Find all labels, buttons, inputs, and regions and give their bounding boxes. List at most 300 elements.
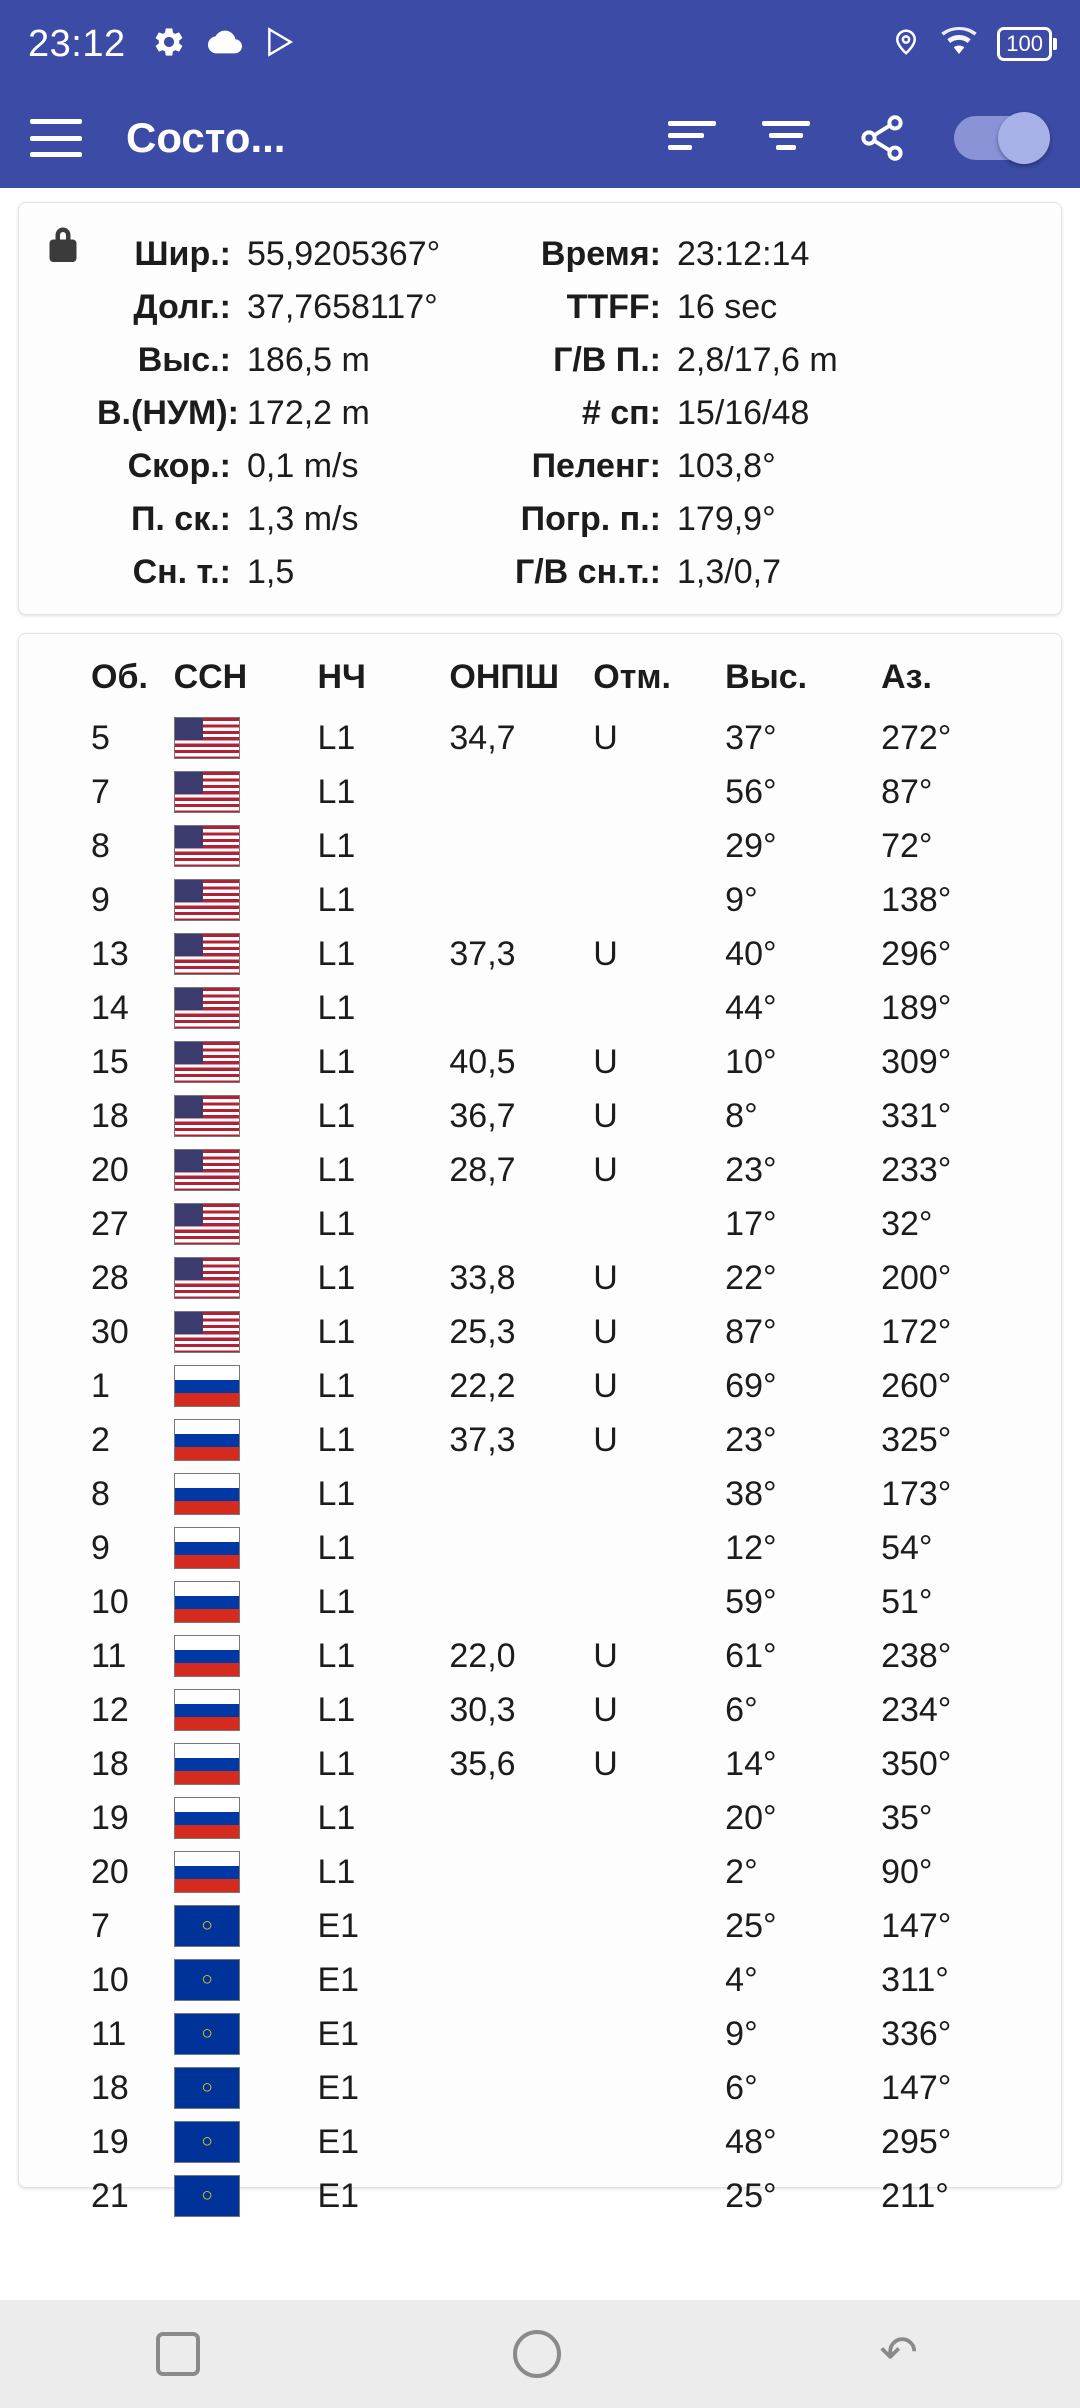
flag-ru-icon [174, 1689, 240, 1731]
label-alt-msl: В.(НУМ): [97, 394, 239, 432]
cell-elevation: 44° [725, 988, 777, 1027]
cell-ob: 19 [91, 2122, 129, 2161]
table-row[interactable] [19, 1521, 1061, 1575]
status-bar [0, 0, 1080, 88]
cell-elevation: 56° [725, 772, 777, 811]
cell-constellation [174, 1251, 318, 1305]
value-speed-acc: 1,3 m/s [247, 500, 359, 538]
main-content [0, 188, 1080, 2215]
value-hv-dop: 1,3/0,7 [677, 553, 781, 591]
flag-eu-icon: ○ [174, 2121, 240, 2163]
cell-snr: 34,7 [449, 718, 516, 757]
cell-azimuth: 325° [881, 1420, 952, 1459]
label-speed: Скор.: [127, 447, 231, 485]
cell-constellation [174, 1629, 318, 1683]
cell-otm [593, 1575, 725, 1629]
cell-ob: 8 [91, 1474, 110, 1513]
cell-constellation [174, 711, 318, 765]
cell-constellation [174, 819, 318, 873]
cell-snr: 25,3 [449, 1312, 516, 1351]
flag-eu-icon: ○ [174, 2013, 240, 2055]
cell-nch: E1 [317, 2122, 360, 2161]
cell-nch: L1 [317, 988, 356, 1027]
cell-ob: 18 [91, 1744, 129, 1783]
satellite-table [19, 650, 1061, 2223]
cell-ob: 21 [91, 2176, 129, 2215]
cell-nch: L1 [317, 1042, 356, 1081]
table-row[interactable] [19, 927, 1061, 981]
cell-azimuth: 296° [881, 934, 952, 973]
location-icon [891, 25, 921, 64]
table-row[interactable] [19, 1305, 1061, 1359]
cell-nch: L1 [317, 1582, 356, 1621]
flag-ru-icon [174, 1419, 240, 1461]
cell-snr [449, 2061, 593, 2115]
cell-constellation [174, 927, 318, 981]
label-speed-acc: П. ск.: [130, 500, 231, 538]
cell-snr [449, 1899, 593, 1953]
cell-ob: 9 [91, 880, 110, 919]
cell-elevation: 23° [725, 1150, 777, 1189]
cell-constellation [174, 1575, 318, 1629]
wifi-icon [941, 27, 977, 62]
cell-nch: L1 [317, 1744, 356, 1783]
label-alt: Выс.: [137, 341, 231, 379]
table-row[interactable] [19, 1791, 1061, 1845]
cell-constellation [174, 1035, 318, 1089]
cell-ob: 10 [91, 1582, 129, 1621]
flag-us-icon [174, 933, 240, 975]
cell-constellation [174, 1089, 318, 1143]
cell-constellation [174, 1791, 318, 1845]
system-nav-bar [0, 2300, 1080, 2408]
cell-otm: U [593, 1042, 618, 1081]
label-ttff: TTFF: [566, 288, 661, 326]
cell-snr: 33,8 [449, 1258, 516, 1297]
cell-azimuth: 238° [881, 1636, 952, 1675]
cell-constellation [174, 1845, 318, 1899]
cell-nch: L1 [317, 934, 356, 973]
label-bearing-acc: Погр. п.: [520, 500, 661, 538]
cell-ob: 28 [91, 1258, 129, 1297]
cell-otm [593, 1899, 725, 1953]
cell-constellation [174, 1899, 318, 1953]
flag-us-icon [174, 717, 240, 759]
label-time: Время: [540, 235, 661, 273]
cell-snr: 40,5 [449, 1042, 516, 1081]
battery-icon: 100 [997, 27, 1052, 61]
table-row[interactable] [19, 1143, 1061, 1197]
cell-ob: 7 [91, 772, 110, 811]
flag-us-icon [174, 1257, 240, 1299]
cell-nch: L1 [317, 1852, 356, 1891]
cell-ob: 20 [91, 1852, 129, 1891]
table-row[interactable] [19, 873, 1061, 927]
cell-otm: U [593, 1258, 618, 1297]
cell-elevation: 10° [725, 1042, 777, 1081]
flag-us-icon [174, 1149, 240, 1191]
cell-elevation: 59° [725, 1582, 777, 1621]
table-row[interactable] [19, 819, 1061, 873]
flag-eu-icon: ○ [174, 1959, 240, 2001]
cell-snr [449, 1197, 593, 1251]
flag-ru-icon [174, 1581, 240, 1623]
cell-otm [593, 1521, 725, 1575]
cell-ob: 1 [91, 1366, 110, 1405]
cell-elevation: 9° [725, 880, 758, 919]
cell-elevation: 38° [725, 1474, 777, 1513]
flag-us-icon [174, 1095, 240, 1137]
header-otm: Отм. [593, 658, 671, 696]
cell-elevation: 29° [725, 826, 777, 865]
cell-azimuth: 331° [881, 1096, 952, 1135]
cell-snr: 37,3 [449, 1420, 516, 1459]
cell-elevation: 4° [725, 1960, 758, 1999]
cell-snr [449, 1953, 593, 2007]
table-row[interactable] [19, 1737, 1061, 1791]
cell-otm [593, 873, 725, 927]
cell-elevation: 17° [725, 1204, 777, 1243]
flag-us-icon [174, 825, 240, 867]
cell-azimuth: 172° [881, 1312, 952, 1351]
cell-otm: U [593, 1636, 618, 1675]
cell-azimuth: 51° [881, 1582, 933, 1621]
label-bearing: Пеленг: [531, 447, 661, 485]
flag-ru-icon [174, 1797, 240, 1839]
cell-azimuth: 147° [881, 2068, 952, 2107]
cell-azimuth: 260° [881, 1366, 952, 1405]
cell-azimuth: 90° [881, 1852, 933, 1891]
cell-snr [449, 1791, 593, 1845]
cell-nch: L1 [317, 772, 356, 811]
cell-otm [593, 2007, 725, 2061]
label-hv-acc: Г/В П.: [553, 341, 661, 379]
header-elevation: Выс. [725, 658, 808, 696]
cell-ob: 27 [91, 1204, 129, 1243]
cell-nch: L1 [317, 1366, 356, 1405]
value-lon: 37,7658117° [247, 288, 438, 326]
table-row[interactable] [19, 2007, 1061, 2061]
cell-constellation [174, 2061, 318, 2115]
cell-constellation [174, 1413, 318, 1467]
label-pdop: Сн. т.: [132, 553, 231, 591]
table-row[interactable] [19, 2061, 1061, 2115]
gps-info-card [18, 202, 1062, 615]
value-alt: 186,5 m [247, 341, 370, 379]
value-hv-acc: 2,8/17,6 m [677, 341, 838, 379]
gps-info-grid [45, 223, 1035, 592]
cell-elevation: 20° [725, 1798, 777, 1837]
play-store-icon [264, 25, 296, 64]
cell-nch: E1 [317, 1906, 360, 1945]
cell-nch: L1 [317, 1096, 356, 1135]
table-row[interactable] [19, 981, 1061, 1035]
cell-elevation: 61° [725, 1636, 777, 1675]
back-arrow-icon[interactable]: ↶ [879, 2326, 918, 2378]
cell-ob: 2 [91, 1420, 110, 1459]
table-row[interactable] [19, 1251, 1061, 1305]
cell-elevation: 23° [725, 1420, 777, 1459]
cell-ob: 11 [91, 1636, 127, 1675]
cell-azimuth: 189° [881, 988, 952, 1027]
table-row[interactable] [19, 2115, 1061, 2169]
cell-otm [593, 981, 725, 1035]
value-lat: 55,9205367° [247, 235, 441, 273]
flag-eu-icon: ○ [174, 2175, 240, 2217]
table-row[interactable] [19, 1575, 1061, 1629]
cell-elevation: 6° [725, 1690, 758, 1729]
cell-snr [449, 819, 593, 873]
cell-snr [449, 2169, 593, 2223]
sort-icon[interactable] [668, 121, 716, 155]
cell-otm [593, 819, 725, 873]
cell-constellation [174, 2007, 318, 2061]
cell-azimuth: 173° [881, 1474, 952, 1513]
flag-us-icon [174, 771, 240, 813]
cell-azimuth: 54° [881, 1528, 933, 1567]
table-header-row [19, 650, 1061, 711]
cell-ob: 8 [91, 826, 110, 865]
cell-nch: L1 [317, 1798, 356, 1837]
cell-constellation [174, 1683, 318, 1737]
cell-snr: 22,0 [449, 1636, 516, 1675]
value-ttff: 16 sec [677, 288, 778, 326]
cell-otm: U [593, 718, 618, 757]
cell-constellation [174, 1467, 318, 1521]
cell-nch: L1 [317, 1312, 356, 1351]
square-icon[interactable] [156, 2332, 200, 2376]
table-row[interactable] [19, 1953, 1061, 2007]
cell-otm [593, 1467, 725, 1521]
label-lat: Шир.: [134, 235, 231, 273]
cell-nch: L1 [317, 1150, 356, 1189]
cell-azimuth: 35° [881, 1798, 933, 1837]
cell-nch: L1 [317, 880, 356, 919]
cell-constellation [174, 765, 318, 819]
cell-nch: E1 [317, 1960, 360, 1999]
flag-eu-icon: ○ [174, 2067, 240, 2109]
cell-snr: 22,2 [449, 1366, 516, 1405]
table-row[interactable] [19, 1683, 1061, 1737]
table-row[interactable] [19, 765, 1061, 819]
table-row[interactable] [19, 711, 1061, 765]
table-row[interactable] [19, 2169, 1061, 2223]
flag-us-icon [174, 1041, 240, 1083]
cell-elevation: 48° [725, 2122, 777, 2161]
value-bearing: 103,8° [677, 447, 776, 485]
cell-azimuth: 350° [881, 1744, 952, 1783]
cell-snr [449, 2115, 593, 2169]
cell-snr [449, 1845, 593, 1899]
cell-otm [593, 1845, 725, 1899]
cell-ob: 18 [91, 1096, 129, 1135]
cell-ob: 10 [91, 1960, 129, 1999]
share-icon[interactable] [856, 112, 908, 164]
cell-constellation [174, 1359, 318, 1413]
table-row[interactable] [19, 1467, 1061, 1521]
cell-nch: E1 [317, 2014, 360, 2053]
cell-ob: 15 [91, 1042, 129, 1081]
flag-us-icon [174, 1203, 240, 1245]
table-row[interactable] [19, 1197, 1061, 1251]
table-row[interactable] [19, 1899, 1061, 1953]
cell-azimuth: 147° [881, 1906, 952, 1945]
table-row[interactable] [19, 1629, 1061, 1683]
cell-snr [449, 765, 593, 819]
cell-elevation: 25° [725, 1906, 777, 1945]
page-title: Состо... [126, 114, 286, 161]
cell-elevation: 22° [725, 1258, 777, 1297]
cell-constellation [174, 1197, 318, 1251]
cell-otm: U [593, 1150, 618, 1189]
cell-azimuth: 336° [881, 2014, 952, 2053]
cell-azimuth: 138° [881, 880, 952, 919]
flag-us-icon [174, 879, 240, 921]
cell-ob: 5 [91, 718, 110, 757]
value-bearing-acc: 179,9° [677, 500, 776, 538]
cell-azimuth: 211° [881, 2176, 949, 2215]
cell-azimuth: 87° [881, 772, 933, 811]
cell-azimuth: 295° [881, 2122, 952, 2161]
app-bar [0, 88, 1080, 188]
cell-ob: 20 [91, 1150, 129, 1189]
menu-icon[interactable] [30, 119, 82, 157]
cell-nch: L1 [317, 1420, 356, 1459]
cell-ob: 9 [91, 1528, 110, 1567]
tracking-toggle[interactable] [954, 116, 1050, 160]
cell-snr: 30,3 [449, 1690, 516, 1729]
cell-otm: U [593, 934, 618, 973]
cell-elevation: 87° [725, 1312, 777, 1351]
cell-ob: 18 [91, 2068, 129, 2107]
cell-otm [593, 2169, 725, 2223]
gear-icon [152, 25, 186, 64]
table-row[interactable] [19, 1413, 1061, 1467]
cell-otm: U [593, 1744, 618, 1783]
header-nch: НЧ [317, 658, 366, 696]
cell-constellation [174, 873, 318, 927]
cell-nch: L1 [317, 1204, 356, 1243]
filter-icon[interactable] [762, 121, 810, 155]
cell-elevation: 25° [725, 2176, 777, 2215]
cell-otm: U [593, 1690, 618, 1729]
cell-constellation [174, 981, 318, 1035]
value-pdop: 1,5 [247, 553, 295, 591]
cell-ob: 11 [91, 2014, 127, 2053]
cell-ob: 12 [91, 1690, 129, 1729]
cell-otm [593, 1791, 725, 1845]
cell-snr [449, 2007, 593, 2061]
flag-ru-icon [174, 1743, 240, 1785]
cell-otm: U [593, 1312, 618, 1351]
cell-constellation [174, 1143, 318, 1197]
table-row[interactable] [19, 1359, 1061, 1413]
cell-constellation [174, 1737, 318, 1791]
value-sat-count: 15/16/48 [677, 394, 810, 432]
cell-ob: 14 [91, 988, 129, 1027]
label-hv-dop: Г/В сн.т.: [514, 553, 661, 591]
flag-ru-icon [174, 1851, 240, 1893]
table-row[interactable] [19, 1845, 1061, 1899]
value-alt-msl: 172,2 m [247, 394, 370, 432]
cell-elevation: 12° [725, 1528, 777, 1567]
cell-elevation: 14° [725, 1744, 777, 1783]
cell-nch: L1 [317, 826, 356, 865]
cell-elevation: 2° [725, 1852, 758, 1891]
cell-ob: 13 [91, 934, 129, 973]
header-snr: ОНПШ [449, 658, 559, 696]
cell-elevation: 8° [725, 1096, 758, 1135]
cell-constellation [174, 2115, 318, 2169]
cell-constellation [174, 1521, 318, 1575]
header-azimuth: Аз. [881, 658, 932, 696]
cell-otm: U [593, 1420, 618, 1459]
cell-nch: E1 [317, 2176, 360, 2215]
cell-snr: 37,3 [449, 934, 516, 973]
cell-otm: U [593, 1096, 618, 1135]
flag-ru-icon [174, 1473, 240, 1515]
value-time: 23:12:14 [677, 235, 810, 273]
header-ssn: ССН [173, 658, 248, 696]
cell-otm [593, 2061, 725, 2115]
value-speed: 0,1 m/s [247, 447, 359, 485]
cell-snr: 36,7 [449, 1096, 516, 1135]
satellite-table-card[interactable] [18, 633, 1062, 2215]
cell-azimuth: 72° [881, 826, 933, 865]
cell-otm: U [593, 1366, 618, 1405]
cell-snr [449, 1575, 593, 1629]
cell-azimuth: 272° [881, 718, 952, 757]
header-ob: Об. [91, 658, 148, 696]
cell-ob: 30 [91, 1312, 129, 1351]
cell-elevation: 6° [725, 2068, 758, 2107]
cell-otm [593, 765, 725, 819]
cell-azimuth: 234° [881, 1690, 952, 1729]
cell-nch: L1 [317, 1528, 356, 1567]
cell-snr [449, 873, 593, 927]
flag-ru-icon [174, 1527, 240, 1569]
label-lon: Долг.: [133, 288, 231, 326]
label-sat-count: # сп: [581, 394, 661, 432]
table-row[interactable] [19, 1035, 1061, 1089]
cell-nch: L1 [317, 1636, 356, 1675]
cell-snr [449, 1467, 593, 1521]
flag-us-icon [174, 987, 240, 1029]
cell-elevation: 69° [725, 1366, 777, 1405]
cell-ob: 19 [91, 1798, 129, 1837]
cell-nch: E1 [317, 2068, 360, 2107]
flag-ru-icon [174, 1365, 240, 1407]
circle-icon[interactable] [513, 2330, 561, 2378]
cell-otm [593, 2115, 725, 2169]
cloud-icon [208, 25, 242, 64]
cell-nch: L1 [317, 1258, 356, 1297]
cell-azimuth: 233° [881, 1150, 952, 1189]
status-time: 23:12 [28, 22, 126, 65]
cell-nch: L1 [317, 1474, 356, 1513]
lock-icon [45, 223, 97, 265]
cell-constellation [174, 1953, 318, 2007]
cell-nch: L1 [317, 718, 356, 757]
cell-constellation [174, 2169, 318, 2223]
table-row[interactable] [19, 1089, 1061, 1143]
cell-constellation [174, 1305, 318, 1359]
cell-elevation: 37° [725, 718, 777, 757]
cell-elevation: 9° [725, 2014, 758, 2053]
cell-otm [593, 1197, 725, 1251]
cell-nch: L1 [317, 1690, 356, 1729]
cell-snr: 28,7 [449, 1150, 516, 1189]
